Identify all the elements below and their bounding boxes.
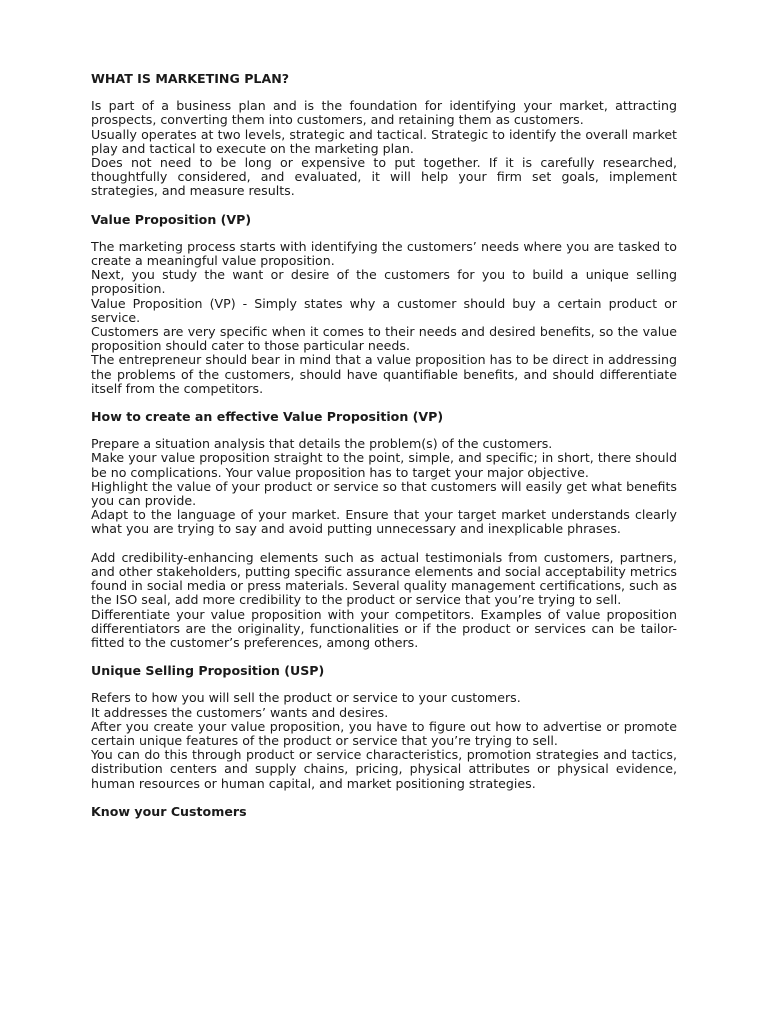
paragraph: Refers to how you will sell the product or service to your customers. (91, 690, 521, 706)
paragraph: Prepare a situation analysis that details the problem(s) of the customers. (91, 436, 553, 452)
paragraph: Customers are very specific when it comes to their needs and desired benefits, so the value proposition should cater to those particular needs. (91, 324, 677, 354)
section-heading-marketing-plan: WHAT IS MARKETING PLAN? (91, 71, 290, 86)
paragraph: Adapt to the language of your market. Ensure that your target market understands clearly what you are trying to say and avoid putting unnecessary and inexplicable phrases. (91, 507, 677, 537)
paragraph: Value Proposition (VP) - Simply states why a customer should buy a certain product or service. (91, 295, 677, 325)
paragraph: Usually operates at two levels, strategic and tactical. Strategic to identify the overall market play and tactical to execute on the marketing plan. (91, 126, 677, 156)
paragraph: The entrepreneur should bear in mind that a value proposition has to be direct in addressing the problems of the customers, should have quantifiable benefits, and should differentiate itself from the competitors. (91, 352, 677, 396)
paragraph: Add credibility-enhancing elements such as actual testimonials from customers, partners, and other stakeholders, putting specific assurance elements and social acceptability metrics found in social media or press materials. Several quality management certifications, such as the ISO seal, add more credibility to the product or service that you’re trying to sell. (91, 549, 677, 608)
paragraph: Highlight the value of your product or service so that customers will easily get what benefits you can provide. (91, 478, 677, 509)
paragraph: Is part of a business plan and is the foundation for identifying your market, attracting prospects, converting them into customers, and retaining them as customers. (91, 98, 677, 128)
paragraph: After you create your value proposition, you have to figure out how to advertise or promote certain unique features of the product or service that you’re trying to sell. (91, 718, 677, 748)
paragraph: You can do this through product or service characteristics, promotion strategies and tactics, distribution centers and supply chains, pricing, physical attributes or physical evidence, human resources or human capital, and market positioning strategies. (91, 747, 677, 791)
paragraph: Next, you study the want or desire of the customers for you to build a unique selling proposition. (91, 267, 677, 297)
section-heading-effective-vp: How to create an effective Value Proposition (VP) (91, 409, 444, 425)
section-heading-value-proposition: Value Proposition (VP) (91, 211, 252, 227)
section-heading-usp: Unique Selling Proposition (USP) (91, 663, 325, 679)
paragraph: Does not need to be long or expensive to put together. If it is carefully researched, thoughtfully considered, and evaluated, it will help your firm set goals, implement strategies, and measure results. (91, 155, 677, 199)
paragraph: The marketing process starts with identifying the customers’ needs where you are tasked to create a meaningful value proposition. (91, 238, 677, 269)
document-page (91, 72, 677, 819)
section-heading-know-customers: Know your Customers (91, 803, 247, 819)
paragraph: Differentiate your value proposition with your competitors. Examples of value proposition differentiators are the originality, functionalities or if the product or services can be tailor-fitted to the customer’s preferences, among others. (91, 606, 677, 650)
paragraph: It addresses the customers’ wants and desires. (91, 704, 389, 720)
paragraph: Make your value proposition straight to the point, simple, and specific; in short, there should be no complications. Your value proposition has to target your major objective. (91, 450, 677, 480)
